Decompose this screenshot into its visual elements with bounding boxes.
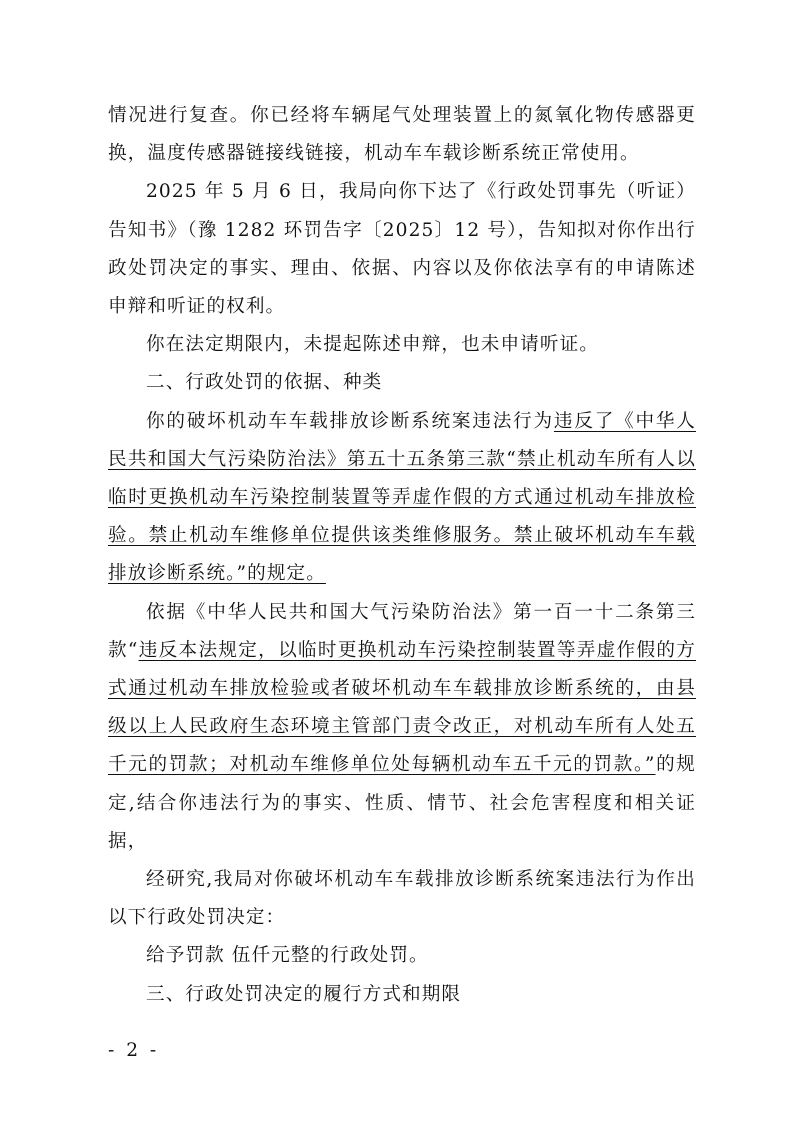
text-run: 给予罚款 伍仟元整的行政处罚。 (146, 945, 429, 967)
text-run: 三、行政处罚决定的履行方式和期限 (146, 983, 462, 1005)
paragraph-decision (108, 861, 696, 937)
page-number: - 2 - (108, 1040, 160, 1061)
document-body (108, 97, 696, 1014)
text-run: 2025 年 5 月 6 日，我局向你下达了《行政处罚事先（听证）告知书》（豫 1282 环罚告字〔2025〕12 号），告知拟对你作出行政处罚决定的事实、理由、依据、内容以及你依法享有的申请陈述申辩和听证的权利。 (108, 181, 696, 318)
paragraph-penalty-basis (108, 594, 696, 861)
paragraph-recheck-result (108, 97, 696, 173)
text-run: 二、行政处罚的依据、种类 (146, 372, 383, 394)
paragraph-no-hearing (108, 326, 696, 364)
text-run: 依据《中华人民共和国大气污染防治法》第一百一十二条第三款“ (108, 601, 696, 661)
underlined-law-citation: 违反了《中华人民共和国大气污染防治法》第五十五条第三款“禁止机动车所有人以临时更换机动车污染控制装置等弄虚作假的方式通过机动车排放检验。禁止机动车维修单位提供该类维修服务。禁止破坏机动车车载排放诊断系统。”的规定。 (108, 410, 696, 585)
underlined-law-citation: 违反本法规定，以临时更换机动车污染控制装置等弄虚作假的方式通过机动车排放检验或者破坏机动车车载排放诊断系统的，由县级以上人民政府生态环境主管部门责令改正，对机动车所有人处五千元的罚款；对机动车维修单位处每辆机动车五千元的罚款。” (108, 639, 696, 776)
paragraph-violation (108, 403, 696, 594)
paragraph-penalty-amount (108, 937, 696, 975)
text-run: 情况进行复查。你已经将车辆尾气处理装置上的氮氧化物传感器更换，温度传感器链接线链接，机动车车载诊断系统正常使用。 (108, 105, 696, 165)
section-heading-basis-type (108, 364, 696, 402)
text-run: 你的破坏机动车车载排放诊断系统案违法行为 (146, 410, 554, 432)
text-run: 你在法定期限内，未提起陈述申辩，也未申请听证。 (146, 334, 599, 356)
paragraph-prior-notice (108, 173, 696, 326)
text-run: 经研究,我局对你破坏机动车车载排放诊断系统案违法行为作出以下行政处罚决定： (108, 869, 696, 929)
section-heading-performance (108, 976, 696, 1014)
text-run: 的规定,结合你违法行为的事实、性质、情节、社会危害程度和相关证据， (108, 754, 696, 852)
